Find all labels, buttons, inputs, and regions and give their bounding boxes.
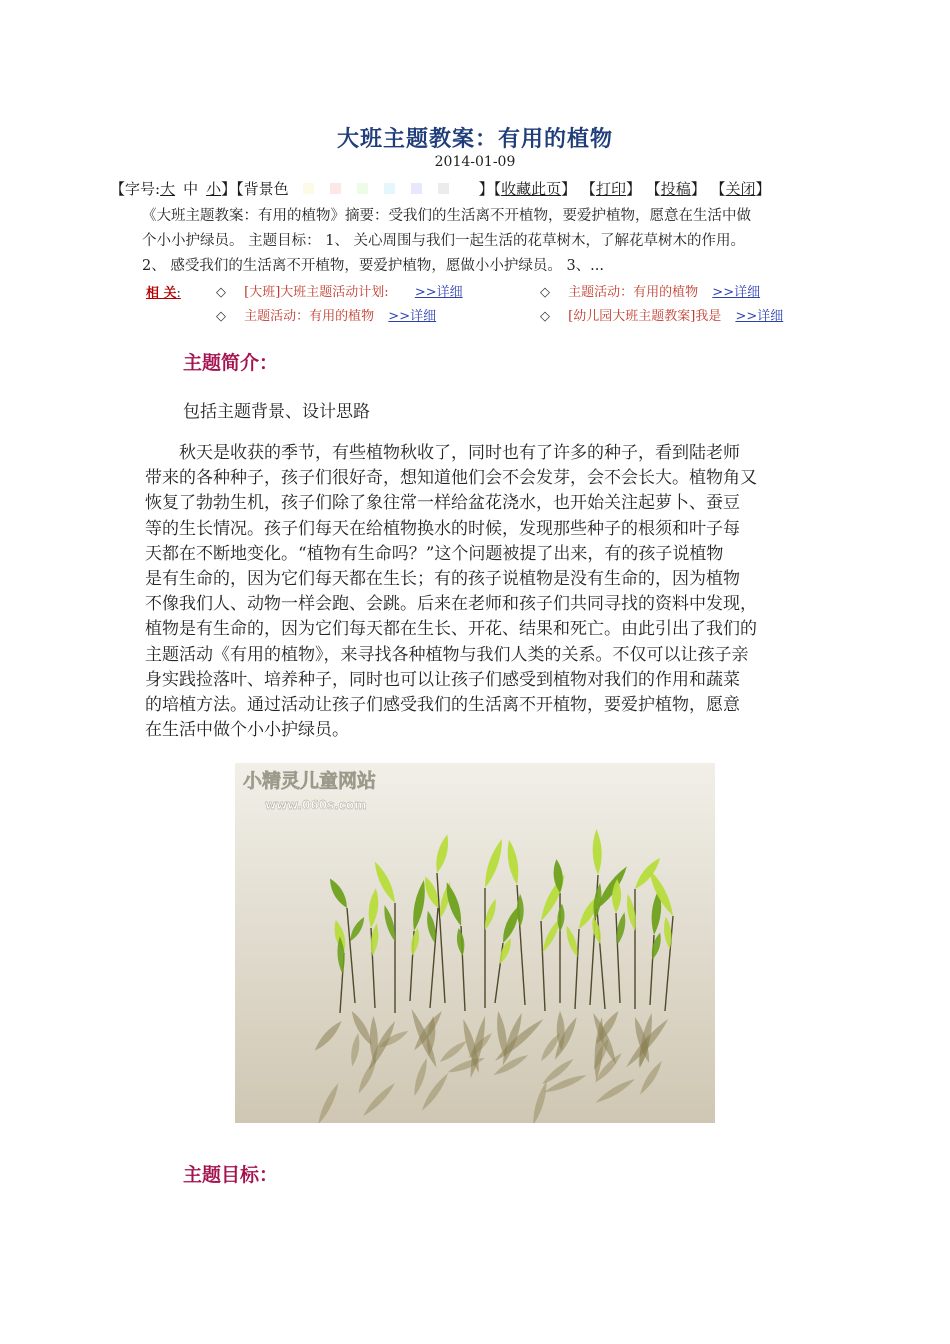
- font-size-small-link[interactable]: 小: [206, 179, 222, 198]
- paragraph-line: 在生活中做个小小护绿员。: [145, 720, 349, 741]
- paragraph-line: 天都在不断地变化。“植物有生命吗？”这个问题被提了出来，有的孩子说植物: [145, 543, 724, 564]
- article-date: 2014-01-09: [434, 154, 516, 170]
- article-summary: [142, 204, 822, 279]
- related-more-link[interactable]: >>详细: [414, 285, 463, 300]
- background-color-label: 】【背景色: [221, 179, 289, 198]
- bg-swatch-cyan[interactable]: [384, 183, 395, 194]
- article-toolbar: [110, 178, 771, 198]
- diamond-bullet-icon: ◇: [216, 285, 226, 300]
- plant-seedlings-photo: [235, 763, 715, 1123]
- toolbar-bracket: 】 【: [625, 179, 661, 198]
- toolbar-bracket: 】: [755, 179, 771, 198]
- related-link[interactable]: 主题活动：有用的植物: [568, 285, 699, 300]
- toolbar-bracket: 】 【: [561, 179, 596, 198]
- diamond-bullet-icon: ◇: [540, 309, 550, 324]
- summary-line: 2、 感受我们的生活离不开植物，要爱护植物，愿做小小护绿员。 3、...: [142, 258, 604, 274]
- paragraph-line: 主题活动《有用的植物》，来寻找各种植物与我们人类的关系。不仅可以让孩子亲: [145, 644, 749, 665]
- toolbar-bracket: 】 【: [690, 179, 726, 198]
- paragraph-line: 身实践捡落叶、培养种子，同时也可以让孩子们感受到植物对我们的作用和蔬菜: [145, 669, 740, 690]
- section-subheading: 包括主题背景、设计思路: [183, 402, 370, 422]
- paragraph-line: 秋天是收获的季节，有些植物秋收了，同时也有了许多的种子，看到陆老师: [145, 443, 740, 463]
- paragraph-line: 植物是有生命的，因为它们每天都在生长、开花、结果和死亡。由此引出了我们的: [145, 619, 757, 640]
- photo-background: [235, 763, 715, 1123]
- related-link[interactable]: [大班]大班主题活动计划:: [244, 285, 389, 300]
- related-more-link[interactable]: >>详细: [735, 309, 784, 324]
- section-heading-intro: 主题简介：: [183, 352, 279, 374]
- paragraph-line: 不像我们人、动物一样会跑、会跳。后来在老师和孩子们共同寻找的资料中发现，: [145, 594, 757, 615]
- related-label: [146, 282, 181, 301]
- article-title: 大班主题教案：有用的植物: [336, 127, 613, 152]
- diamond-bullet-icon: ◇: [216, 309, 226, 324]
- font-size-large-link[interactable]: 大: [160, 179, 176, 198]
- toolbar-bracket: 】【: [478, 179, 502, 198]
- favorite-link[interactable]: 收藏此页: [501, 179, 562, 198]
- diamond-bullet-icon: ◇: [540, 285, 550, 300]
- related-link[interactable]: [幼儿园大班主题教案]我是: [568, 309, 722, 324]
- summary-line: 个小小护绿员。 主题目标： 1、 关心周围与我们一起生活的花草树木，了解花草树木的作用。: [142, 233, 746, 249]
- font-size-medium-link[interactable]: 中: [183, 179, 199, 198]
- related-more-link[interactable]: >>详细: [388, 309, 437, 324]
- related-label-text: 相 关: [146, 286, 177, 301]
- related-item: [216, 305, 436, 324]
- related-item: [216, 281, 463, 300]
- bg-swatch-green[interactable]: [357, 183, 368, 194]
- paragraph-line: 的培植方法。通过活动让孩子们感受我们的生活离不开植物，要爱护植物，愿意: [145, 695, 740, 716]
- bg-swatch-gray[interactable]: [438, 183, 449, 194]
- paragraph-line: 等的生长情况。孩子们每天在给植物换水的时候，发现那些种子的根须和叶子每: [145, 518, 740, 539]
- related-link[interactable]: 主题活动：有用的植物: [244, 309, 375, 324]
- watermark-title: 小精灵儿童网站: [243, 770, 377, 792]
- font-size-label: 【字号:: [110, 179, 161, 198]
- bg-swatch-lavender[interactable]: [411, 183, 422, 194]
- intro-paragraph: [145, 441, 809, 743]
- watermark-url: www.060s.com: [265, 798, 367, 812]
- related-more-link[interactable]: >>详细: [712, 285, 761, 300]
- related-colon: :: [176, 286, 181, 301]
- close-link[interactable]: 关闭: [725, 179, 756, 198]
- paragraph-line: 带来的各种种子，孩子们很好奇，想知道他们会不会发芽，会不会长大。植物角又: [145, 468, 757, 489]
- bg-swatch-cream[interactable]: [303, 183, 314, 194]
- summary-line: 《大班主题教案：有用的植物》摘要：受我们的生活离不开植物，要爱护植物，愿意在生活中做: [142, 208, 751, 224]
- related-item: [540, 305, 783, 324]
- print-link[interactable]: 打印: [595, 179, 626, 198]
- related-item: [540, 281, 760, 300]
- paragraph-line: 是有生命的，因为它们每天都在生长；有的孩子说植物是没有生命的，因为植物: [145, 569, 740, 590]
- section-heading-goals: 主题目标：: [183, 1164, 279, 1186]
- bg-swatch-pink[interactable]: [330, 183, 341, 194]
- submit-link[interactable]: 投稿: [660, 179, 691, 198]
- paragraph-line: 恢复了勃勃生机，孩子们除了象往常一样给盆花浇水，也开始关注起萝卜、蚕豆: [145, 493, 740, 514]
